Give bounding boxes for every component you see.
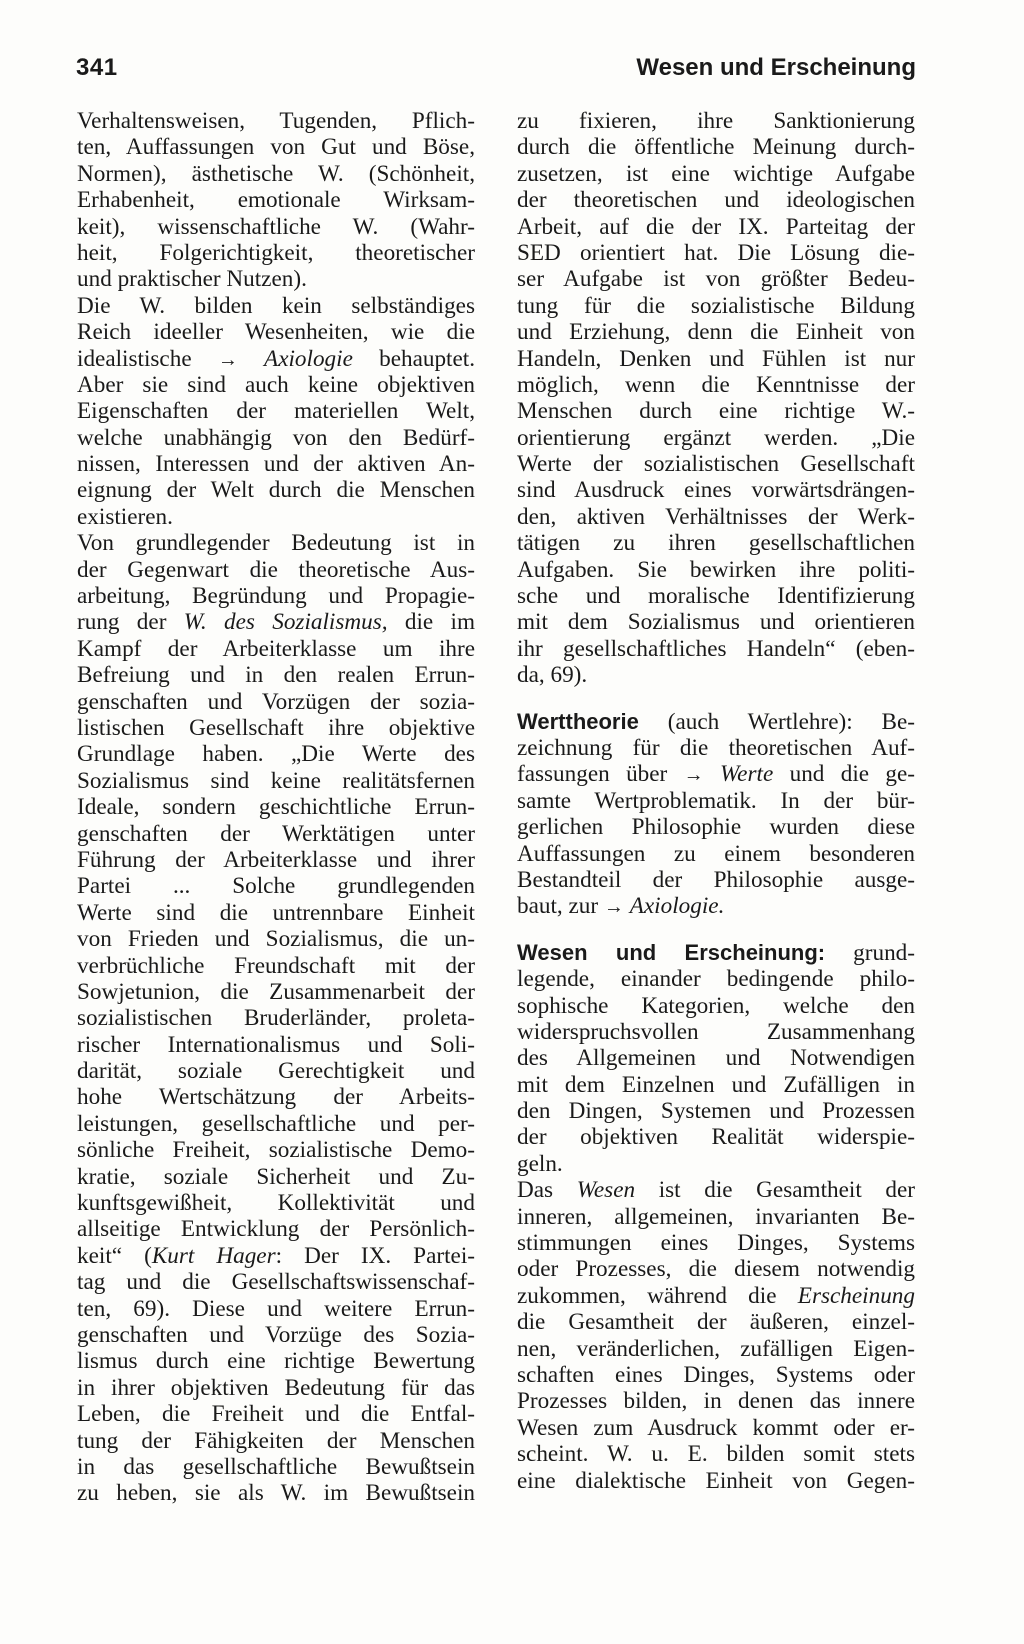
text-line: darität, soziale Gerechtigkeit und: [77, 1058, 475, 1085]
text-fragment: baut, zur: [517, 893, 599, 920]
text-line: tätigen zu ihren gesellschaftlichen: [517, 530, 915, 557]
text-line: ten, 69). Diese und weitere Errun-: [77, 1295, 475, 1322]
text-line: Handeln, Denken und Fühlen ist nur: [517, 345, 915, 372]
text-line: sind Ausdruck eines vorwärtsdrängen-: [517, 477, 915, 504]
text-line: der theoretischen und ideologischen: [517, 187, 915, 214]
text-line: oder Prozesses, die diesem notwendig: [517, 1256, 915, 1283]
text-line: existieren.: [77, 503, 173, 530]
entry-gap: [517, 689, 915, 709]
text-line: Die W. bilden kein selbständiges: [77, 292, 475, 319]
text-fragment: (auch Wertlehre): Be-: [667, 708, 915, 735]
text-line: orientierung ergänzt werden. „Die: [517, 424, 915, 451]
text-fragment: die im: [404, 609, 475, 636]
text-line: genschaften und Vorzüge des Sozia-: [77, 1321, 475, 1348]
text-line: mit dem Einzelnen und Zufälligen in: [517, 1071, 915, 1098]
text-line: Sowjetunion, die Zusammenarbeit der: [77, 978, 475, 1005]
text-line: geln.: [517, 1150, 563, 1177]
text-line: verbrüchliche Freundschaft mit der: [77, 952, 475, 979]
text-line: möglich, wenn die Kenntnisse der: [517, 371, 915, 398]
text-line: kratie, soziale Sicherheit und Zu-: [77, 1163, 475, 1190]
text-fragment: idealistische: [77, 345, 192, 372]
text-line: Werte der sozialistischen Gesellschaft: [517, 451, 915, 478]
arrow-icon: →: [683, 764, 704, 787]
text-line: zu fixieren, ihre Sanktionierung: [517, 108, 915, 134]
text-line: nissen, Interessen und der aktiven An-: [77, 451, 475, 478]
page-number: 341: [76, 54, 118, 81]
text-line: des Allgemeinen und Notwendigen: [517, 1045, 915, 1072]
text-line: ihr gesellschaftliches Handeln“ (eben-: [517, 635, 915, 662]
text-line: inneren, allgemeinen, invarianten Be-: [517, 1203, 915, 1230]
text-fragment: fassungen über: [517, 761, 668, 788]
text-line: leistungen, gesellschaftliche und per-: [77, 1110, 475, 1137]
text-line: Eigenschaften der materiellen Welt,: [77, 398, 475, 425]
text-line: Aufgaben. Sie bewirken ihre politi-: [517, 556, 915, 583]
italic-w-des-sozialismus: W. des Sozialismus,: [183, 609, 388, 636]
text-line: und praktischer Nutzen).: [77, 266, 307, 293]
text-line: Partei ... Solche grundlegenden: [77, 873, 475, 900]
text-fragment: keit“ (: [77, 1242, 152, 1269]
text-line: zu heben, sie als W. im Bewußtsein: [77, 1480, 475, 1507]
text-line: heit, Folgerichtigkeit, theoretischer: [77, 239, 475, 266]
text-fragment: und die ge-: [789, 761, 915, 788]
text-line-with-italic: [77, 1243, 475, 1269]
text-line: die Gesamtheit der äußeren, einzel-: [517, 1309, 915, 1336]
text-line: rischer Internationalismus und Soli-: [77, 1031, 475, 1058]
text-line: sozialistischen Bruderländer, proleta-: [77, 1005, 475, 1032]
text-line: Leben, die Freiheit und die Entfal-: [77, 1401, 475, 1428]
text-line: tag und die Gesellschaftswissenschaf-: [77, 1269, 475, 1296]
text-line: listischen Gesellschaft ihre objektive: [77, 714, 475, 741]
text-line-with-italic: [517, 1177, 915, 1203]
text-line: Prozesses bilden, in denen das innere: [517, 1388, 915, 1415]
italic-kurt-hager: Kurt Hager: [151, 1242, 276, 1269]
text-line: Grundlage haben. „Die Werte des: [77, 741, 475, 768]
text-line: SED orientiert hat. Die Lösung die-: [517, 239, 915, 266]
text-line: Erhabenheit, emotionale Wirksam-: [77, 187, 475, 214]
text-line: in ihrer objektiven Bedeutung für das: [77, 1374, 475, 1401]
crossref-axiologie[interactable]: Axiologie.: [629, 893, 725, 920]
text-line: lismus durch eine richtige Bewertung: [77, 1348, 475, 1375]
text-line: Normen), ästhetische W. (Schönheit,: [77, 160, 475, 187]
text-line: sophische Kategorien, welche den: [517, 992, 915, 1019]
text-line: stimmungen eines Dinges, Systems: [517, 1230, 915, 1257]
text-line: Sozialismus sind keine realitätsfernen: [77, 767, 475, 794]
entry-wesen-first-line: [517, 940, 915, 966]
text-line: eine dialektische Einheit von Gegen-: [517, 1467, 915, 1494]
left-column: [77, 108, 475, 1507]
text-line: Wesen zum Ausdruck kommt oder er-: [517, 1414, 915, 1441]
text-line: den Dingen, Systemen und Prozessen: [517, 1098, 915, 1125]
text-line: Auffassungen zu einem besonderen: [517, 840, 915, 867]
text-line: Reich ideeller Wesenheiten, wie die: [77, 319, 475, 346]
text-line: Von grundlegender Bedeutung ist in: [77, 530, 475, 557]
text-fragment: ist die Gesamtheit der: [658, 1177, 915, 1204]
right-column: [517, 108, 915, 1494]
text-line: gerlichen Philosophie wurden diese: [517, 814, 915, 841]
text-line-with-crossref: [517, 893, 915, 919]
arrow-icon: →: [217, 348, 238, 371]
arrow-icon: →: [603, 896, 624, 919]
text-line: Arbeit, auf die der IX. Parteitag der: [517, 213, 915, 240]
text-line: Führung der Arbeiterklasse und ihrer: [77, 846, 475, 873]
text-line: tung für die sozialistische Bildung: [517, 292, 915, 319]
text-fragment: zukommen, während die: [517, 1282, 777, 1309]
text-line: der Gegenwart die theoretische Aus-: [77, 556, 475, 583]
italic-erscheinung: Erscheinung: [797, 1282, 915, 1309]
text-line: Ideale, sondern geschichtliche Errun-: [77, 794, 475, 821]
crossref-axiologie[interactable]: Axiologie: [264, 345, 353, 372]
text-line: und Erziehung, denn die Einheit von: [517, 319, 915, 346]
text-line: Werte sind die untrennbare Einheit: [77, 899, 475, 926]
text-line: samte Wertproblematik. In der bür-: [517, 787, 915, 814]
italic-wesen: Wesen: [576, 1177, 636, 1204]
running-head: Wesen und Erscheinung: [636, 54, 916, 81]
text-fragment: grund-: [853, 939, 915, 966]
text-line: sönliche Freiheit, sozialistische Demo-: [77, 1137, 475, 1164]
text-line-with-crossref: [517, 761, 915, 787]
text-line: widerspruchsvollen Zusammenhang: [517, 1018, 915, 1045]
text-line: durch die öffentliche Meinung durch-: [517, 134, 915, 161]
text-line: zusetzen, ist eine wichtige Aufgabe: [517, 160, 915, 187]
text-line: Menschen durch eine richtige W.-: [517, 398, 915, 425]
page-header: [76, 54, 916, 88]
text-line: von Frieden und Sozialismus, die un-: [77, 926, 475, 953]
text-line: Verhaltensweisen, Tugenden, Pflich-: [77, 108, 475, 134]
text-line: allseitige Entwicklung der Persönlich-: [77, 1216, 475, 1243]
text-line: keit), wissenschaftliche W. (Wahr-: [77, 213, 475, 240]
headword-wesen-und-erscheinung: Wesen und Erscheinung:: [517, 939, 826, 965]
text-fragment: rung der: [77, 609, 167, 636]
text-line: genschaften und Vorzügen der sozia-: [77, 688, 475, 715]
headword-werttheorie: Werttheorie: [517, 708, 639, 734]
text-line-with-italic: [77, 609, 475, 635]
text-fragment: Das: [517, 1177, 554, 1204]
text-line: zeichnung für die theoretischen Auf-: [517, 734, 915, 761]
text-line-with-crossref: [77, 346, 475, 372]
text-line: nen, veränderlichen, zufälligen Eigen-: [517, 1335, 915, 1362]
text-line: Kampf der Arbeiterklasse um ihre: [77, 635, 475, 662]
text-line: kunftsgewißheit, Kollektivität und: [77, 1190, 475, 1217]
text-fragment: : Der IX. Partei-: [275, 1242, 475, 1269]
text-line-with-italic: [517, 1283, 915, 1309]
text-line: schaften eines Dinges, Systems oder: [517, 1361, 915, 1388]
text-line: Befreiung und in den realen Errun-: [77, 662, 475, 689]
text-line: Aber sie sind auch keine objektiven: [77, 371, 475, 398]
text-line: scheint. W. u. E. bilden somit stets: [517, 1441, 915, 1468]
text-line: genschaften der Werktätigen unter: [77, 820, 475, 847]
text-line: legende, einander bedingende philo-: [517, 966, 915, 993]
text-line: hohe Wertschätzung der Arbeits-: [77, 1084, 475, 1111]
entry-gap: [517, 920, 915, 940]
text-line: arbeitung, Begründung und Propagie-: [77, 583, 475, 610]
text-fragment: behauptet.: [379, 345, 475, 372]
text-line: tung der Fähigkeiten der Menschen: [77, 1427, 475, 1454]
text-line: eignung der Welt durch die Menschen: [77, 477, 475, 504]
text-line: der objektiven Realität widerspie-: [517, 1124, 915, 1151]
text-line: den, aktiven Verhältnisses der Werk-: [517, 503, 915, 530]
crossref-werte[interactable]: Werte: [720, 761, 774, 788]
text-line: mit dem Sozialismus und orientieren: [517, 609, 915, 636]
text-line: da, 69).: [517, 662, 588, 689]
text-line: Bestandteil der Philosophie ausge-: [517, 866, 915, 893]
text-line: ser Aufgabe ist von größter Bedeu-: [517, 266, 915, 293]
text-line: ten, Auffassungen von Gut und Böse,: [77, 134, 475, 161]
text-line: welche unabhängig von den Bedürf-: [77, 424, 475, 451]
text-line: in das gesellschaftliche Bewußtsein: [77, 1453, 475, 1480]
entry-werttheorie-first-line: [517, 709, 915, 735]
text-line: sche und moralische Identifizierung: [517, 583, 915, 610]
